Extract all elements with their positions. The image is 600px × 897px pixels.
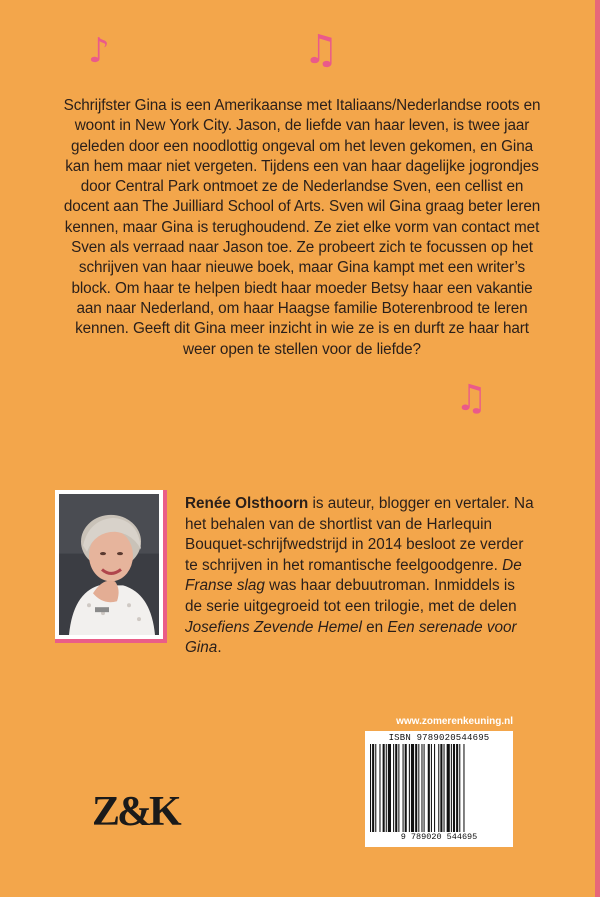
book-title: Een serenade voor Gina [185,618,517,657]
author-photo [55,490,167,643]
author-bio [185,494,535,659]
barcode-bars [368,744,510,832]
publisher-logo: Z&K [92,789,179,835]
isbn-barcode [365,731,513,847]
music-notes-icon: ♫ [455,378,488,419]
music-notes-icon: ♫ [303,27,339,73]
bio-text: en [361,618,388,636]
author-name: Renée Olsthoorn [185,495,309,512]
book-blurb: Schrijfster Gina is een Amerikaanse met Italiaans/Nederlandse roots en woont in New York City. Jason, de liefde van haar leven, is twee jaar geleden door een noodlottig ongeval om het leven gekomen, en Gina kan hem maar niet vergeten. Tijdens een van haar dagelijke jogrondjes door Central Park ontmoet ze de Nederlandse Sven, een cellist en docent aan The Juilliard School of Arts. Sven wil Gina graag beter leren kennen, maar Gina is terughoudend. Ze ziet elke vorm van contact met Sven als verraad naar Jason toe. Ze probeert zich te focussen op het schrijven van haar nieuwe boek, maar Gina kampt met een writer’s block. Om haar te helpen biedt haar moeder Betsy haar een vakantie aan naar Nederland, om haar Haagse familie Boterenbrood te leren kennen. Geeft dit Gina meer inzicht in wie ze is en durft ze haar hart weer open te stellen voor de liefde? [63,97,541,358]
bio-text: is auteur, blogger en vertaler. Na het behalen van de shortlist van de Harlequin Bouquet-schrijfwedstrijd in 2014 besloot ze verder te schrijven in het romantische feelgoodgenre. [185,495,534,574]
book-title: Josefiens Zevende Hemel [185,618,362,636]
music-note-icon: ♪ [88,31,110,71]
author-portrait-image [59,494,159,635]
debut-title: De Franse slag [185,556,522,595]
barcode-digits: 9 789020 544695 [400,832,478,842]
publisher-website: www.zomerenkeuning.nl [396,716,513,727]
isbn-label: ISBN 9789020544695 [388,733,490,743]
bio-text: was haar debuutroman. Inmiddels is de serie uitgegroeid tot een trilogie, met de delen [185,577,517,615]
bio-text: . [217,639,222,657]
